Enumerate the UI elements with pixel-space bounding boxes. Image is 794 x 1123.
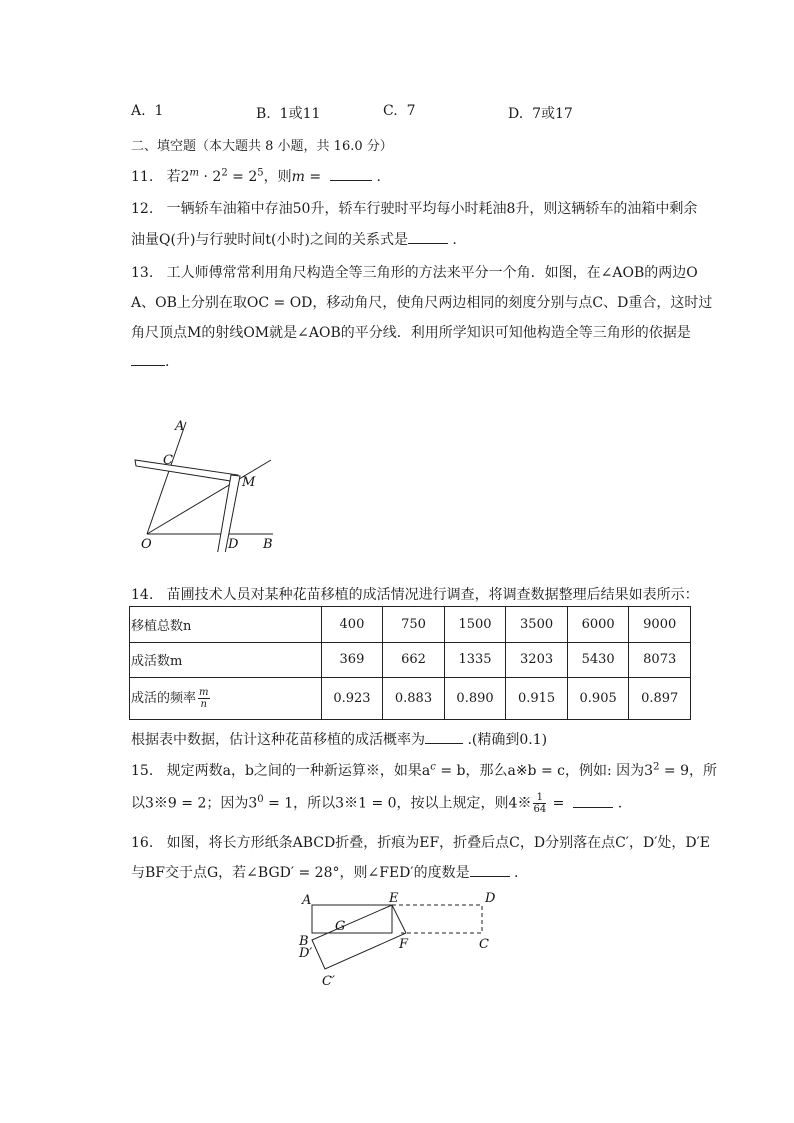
row-label: 成活的频率 $\frac{m}{n}$ [130,678,322,720]
answer-blank-12[interactable] [408,243,448,244]
question-13-line4: . [131,354,169,370]
table-cell: 662 [383,642,445,678]
answer-blank-15[interactable] [573,807,613,808]
row-label: 成活数m [130,642,322,678]
label-c: C [479,937,489,952]
label-d: D [228,537,239,552]
answer-blank-13[interactable] [131,365,165,366]
table-row [130,607,691,643]
label-a: A [302,893,312,908]
label-m: M [242,475,256,490]
table-cell: 0.883 [383,678,445,720]
table-cell: 6000 [567,607,629,643]
row-label: 移植总数n [130,607,322,643]
table-cell: 0.915 [506,678,568,720]
question-14: 14. 苗圃技术人员对某种花苗移植的成活情况进行调查，将调查数据整理后结果如表所示： [131,587,699,603]
table-cell: 0.890 [444,678,506,720]
label-b: B [299,934,309,949]
ray-oa [147,422,186,534]
table-cell: 3203 [506,642,568,678]
question-15-line2: 以3※9 = 2；因为$3^0 = 1$，所以3※1 = 0，按以上规定，则4※ $\frac{1}{64}$ = . [131,792,623,815]
table-row [130,678,691,720]
folded-strip-figure [295,888,505,992]
question-14-conclusion: 根据表中数据，估计这种花苗移植的成活概率为 .(精确到0.1) [131,732,548,748]
table-cell: 9000 [629,607,691,643]
table-cell: 400 [321,607,383,643]
question-13-line2: A、OB上分别在取OC = OD，移动角尺，使角尺两边相同的刻度分别与点C、D重合，这时过 [131,295,713,311]
label-e: E [389,891,399,906]
choice-d: D. 7或17 [508,106,573,122]
label-f: F [399,937,409,952]
angle-ruler-figure [125,412,285,552]
question-12-line2: 油量Q(升)与行驶时间t(小时)之间的关系式是 . [131,232,457,248]
choice-c: C. 7 [383,103,416,119]
table-cell: 3500 [506,607,568,643]
table-row [130,642,691,678]
choice-a: A. 1 [131,103,164,119]
label-d-prime: D′ [299,946,313,961]
label-a: A [175,419,185,434]
question-15-line1: 15. 规定两数a，b之间的一种新运算※，如果$a^c = b$，那么a※b = c，例如: 因为$3^2 = 9$，所 [131,761,717,779]
table-cell: 0.905 [567,678,629,720]
table-cell: 369 [321,642,383,678]
survival-table [129,606,691,720]
label-g: G [335,919,346,934]
answer-blank-11[interactable] [330,180,372,181]
table-cell: 0.923 [321,678,383,720]
question-16-line1: 16. 如图，将长方形纸条ABCD折叠，折痕为EF，折叠后点C，D分别落在点C′，D′处，D′E [131,835,711,851]
strip-left-part [312,905,392,933]
table-cell: 5430 [567,642,629,678]
answer-blank-14[interactable] [425,743,463,744]
table-cell: 0.897 [629,678,691,720]
ruler-arm-upper [135,460,238,482]
table-cell: 1500 [444,607,506,643]
label-b: B [263,537,273,552]
question-13-line1: 13. 工人师傅常常利用角尺构造全等三角形的方法来平分一个角．如图，在∠AOB的两边O [131,265,698,281]
question-11: 11. 若$2^m \cdot 2^2 = 2^5$，则m = . [131,167,381,185]
question-12-line1: 12. 一辆轿车油箱中存油50升，轿车行驶时平均每小时耗油8升，则这辆轿车的油箱中剩余 [131,201,698,217]
label-d: D [485,891,496,906]
table-cell: 1335 [444,642,506,678]
choice-b: B. 1或11 [256,106,321,122]
table-cell: 8073 [629,642,691,678]
strip-dashed-part [392,905,482,933]
table-cell: 750 [383,607,445,643]
label-c: C [163,453,173,468]
question-13-line3: 角尺顶点M的射线OM就是∠AOB的平分线．利用所学知识可知他构造全等三角形的依据是 [131,325,691,341]
answer-blank-16[interactable] [470,876,510,877]
label-c-prime: C′ [322,974,335,989]
label-o: O [141,537,152,552]
section-title: 二、填空题（本大题共 8 小题，共 16.0 分） [131,139,393,154]
question-16-line2: 与BF交于点G，若∠BGD′ = 28°，则∠FED′的度数是 . [131,865,519,881]
